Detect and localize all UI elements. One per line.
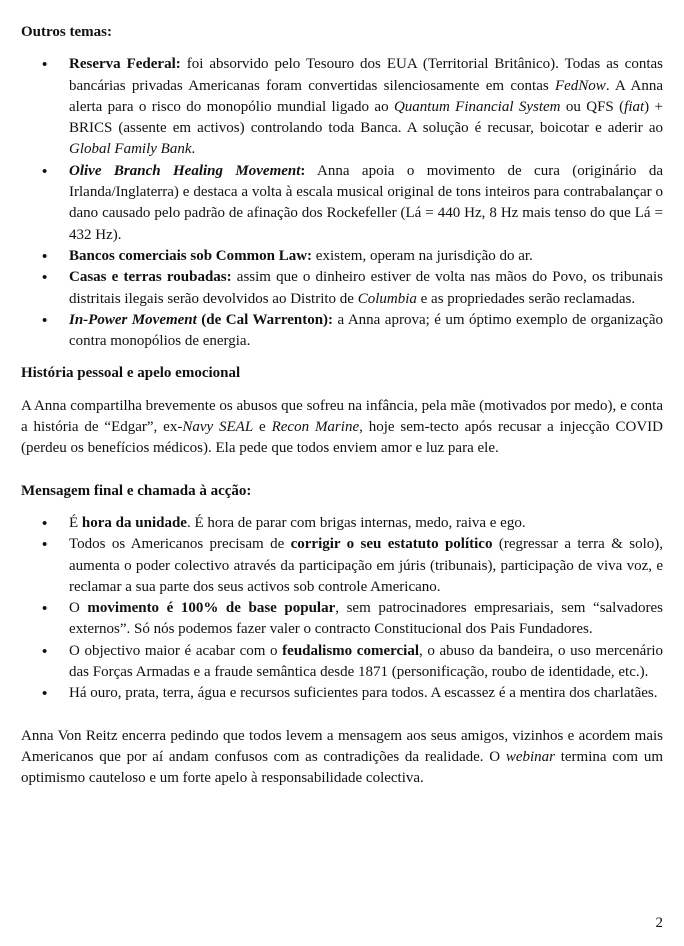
other-topics-list (21, 54, 663, 352)
list-item-estatuto: • Todos os Americanos precisam de corrigir o seu estatuto político (regressar a terra & solo), aumenta o poder colectivo através da participação em júris (tribunais), participação de viva voz, e reclamar a sua parte dos seus activos sob controle Americano. (21, 534, 663, 598)
list-item-in-power: • In-Power Movement (de Cal Warrenton): a Anna aprova; é um óptimo exemplo de organização contra monopólios de energia. (21, 310, 663, 353)
section-heading-mensagem-final: Mensagem final e chamada à acção: (21, 482, 252, 499)
list-item-casas-terras: • Casas e terras roubadas: assim que o dinheiro estiver de volta nas mãos do Povo, os tribunais distritais ilegais serão devolvidos ao Distrito de Columbia e as propriedades serão reclamadas. (21, 267, 663, 310)
paragraph-encerramento: Anna Von Reitz encerra pedindo que todos levem a mensagem aos seus amigos, vizinhos e acordem mais Americanos que por aí andam confusos com as contradições da realidade. O webinar termina com um optimismo cauteloso e um forte apelo à responsabilidade colectiva. (21, 727, 663, 787)
list-item-olive-branch: • Olive Branch Healing Movement: Anna apoia o movimento de cura (originário da Irlanda/Inglaterra) e destaca a volta à escala musical original de tons inteiros para contrabalançar o dano causado pelo padrão de afinação dos Rockefeller (Lá = 440 Hz, 8 Hz mais tenso do que Lá = 432 Hz). (21, 161, 663, 246)
section-heading-historia-pessoal: História pessoal e apelo emocional (21, 365, 241, 382)
paragraph-historia: A Anna compartilha brevemente os abusos que sofreu na infância, pela mãe (motivados por medo), e conta a história de “Edgar”, ex-Navy SEAL e Recon Marine, hoje sem-tecto após recusar a injecção COVID (perdeu os benefícios médicos). Ela pede que todos enviem amor e luz para ele. (21, 397, 663, 457)
page-number: 2 (655, 915, 663, 931)
list-item-movimento: • O movimento é 100% de base popular, sem patrocinadores empresariais, sem “salvadores externos”. Só nós podemos fazer valer o contracto Constitucional dos Pais Fundadores. (21, 598, 663, 641)
section-heading-outros-temas: Outros temas: (21, 24, 112, 40)
list-item-recursos: • Há ouro, prata, terra, água e recursos suficientes para todos. A escassez é a mentira dos charlatães. (21, 683, 663, 704)
final-message-list (21, 513, 663, 705)
list-item-bancos-comerciais: • Bancos comerciais sob Common Law: existem, operam na jurisdição do ar. (21, 246, 663, 267)
document-page (21, 22, 663, 790)
list-item-unidade: • É hora da unidade. É hora de parar com brigas internas, medo, raiva e ego. (21, 513, 663, 534)
list-item-feudalismo: • O objectivo maior é acabar com o feudalismo comercial, o abuso da bandeira, o uso mercenário das Forças Armadas e a fraude semântica desde 1871 (personificação, roubo de identidade, etc.). (21, 641, 663, 684)
list-item-reserva-federal: • Reserva Federal: foi absorvido pelo Tesouro dos EUA (Territorial Britânico). Todas as contas bancárias privadas Americanas foram convertidas silenciosamente em contas FedNow. A Anna alerta para o risco do monopólio mundial ligado ao Quantum Financial System ou QFS (fiat) + BRICS (assente em activos) controlando toda Banca. A solução é recusar, boicotar e aderir ao Global Family Bank. (21, 54, 663, 160)
